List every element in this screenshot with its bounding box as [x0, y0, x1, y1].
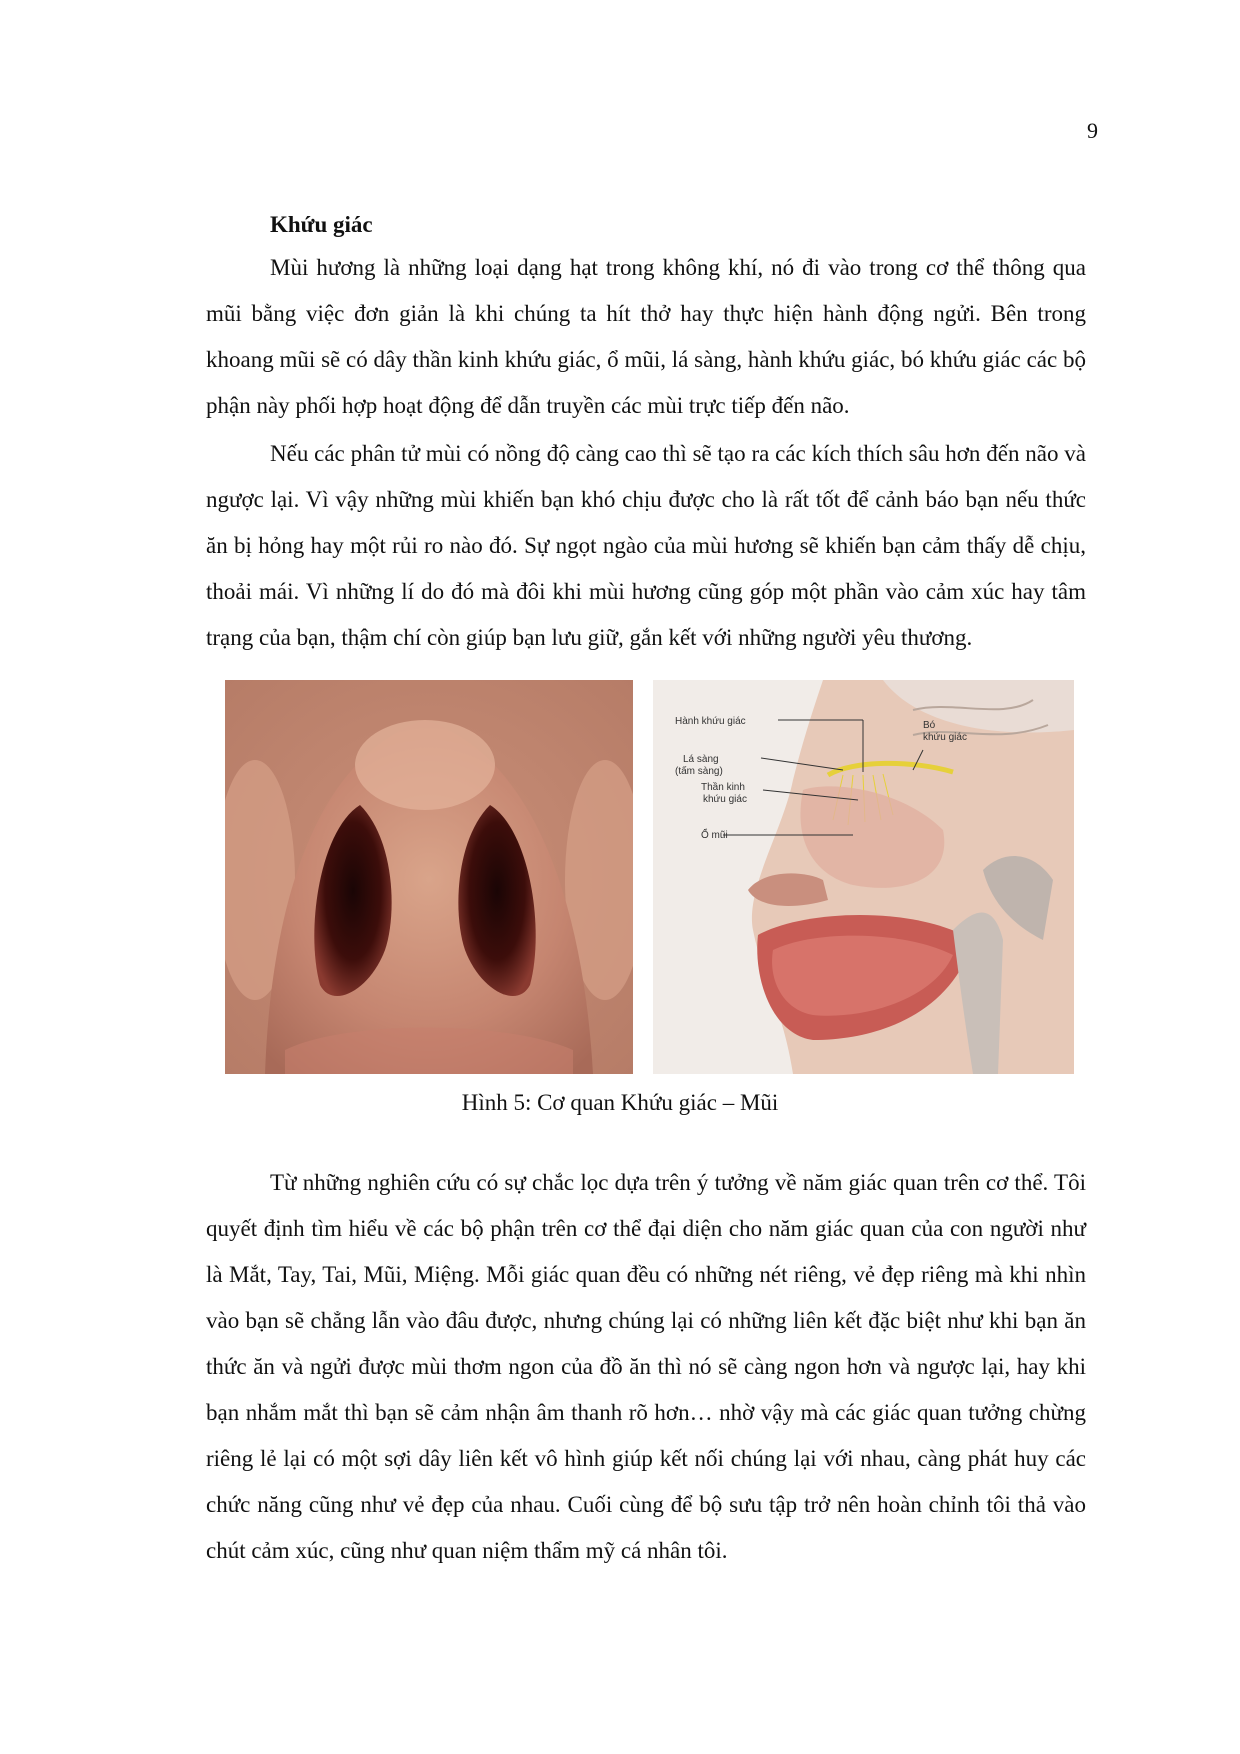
label-cribriform-2: (tấm sàng) — [675, 766, 723, 777]
paragraph-2: Nếu các phân tử mùi có nồng độ càng cao thì sẽ tạo ra các kích thích sâu hơn đến não và ngược lại. Vì vậy những mùi khiến bạn khó chịu được cho là rất tốt để cảnh báo bạn nếu thức ăn bị hỏng hay một rủi ro nào đó. Sự ngọt ngào của mùi hương sẽ khiến bạn cảm thấy dễ chịu, thoải mái. Vì những lí do đó mà đôi khi mùi hương cũng góp một phần vào cảm xúc hay tâm trạng của bạn, thậm chí còn giúp bạn lưu giữ, gắn kết với những người yêu thương. — [206, 441, 1086, 650]
page-number: 9 — [1087, 118, 1098, 143]
label-olfactory-tract-1: Bó — [923, 720, 936, 731]
closing-section — [206, 1160, 1086, 1574]
label-olfactory-tract-2: khứu giác — [923, 732, 967, 743]
nose-photo — [225, 680, 633, 1074]
label-nasal-cavity: Ổ mũi — [701, 830, 728, 841]
olfactory-anatomy-diagram — [653, 680, 1074, 1074]
section-heading: Khứu giác — [270, 212, 373, 237]
label-nerve-1: Thần kinh — [701, 782, 745, 793]
figure-caption: Hình 5: Cơ quan Khứu giác – Mũi — [461, 1090, 779, 1115]
label-cribriform-1: Lá sàng — [683, 754, 719, 765]
label-nerve-2: khứu giác — [703, 794, 747, 805]
label-olfactory-bulb: Hành khứu giác — [675, 716, 746, 727]
closing-paragraph: Từ những nghiên cứu có sự chắc lọc dựa trên ý tưởng về năm giác quan trên cơ thể. Tôi quyết định tìm hiểu về các bộ phận trên cơ thể đại diện cho năm giác quan của con người như là Mắt, Tay, Tai, Mũi, Miệng. Mỗi giác quan đều có những nét riêng, vẻ đẹp riêng mà khi nhìn vào bạn sẽ chẳng lẫn vào đâu được, nhưng chúng lại có những liên kết đặc biệt như khi bạn ăn thức ăn và ngửi được mùi thơm ngon của đồ ăn thì nó sẽ càng ngon hơn và ngược lại, hay khi bạn nhắm mắt thì bạn sẽ cảm nhận âm thanh rõ hơn… nhờ vậy mà các giác quan tưởng chừng riêng lẻ lại có một sợi dây liên kết vô hình giúp kết nối chúng lại với nhau, càng phát huy các chức năng cũng như vẻ đẹp của nhau. Cuối cùng để bộ sưu tập trở nên hoàn chỉnh tôi thả vào chút cảm xúc, cũng như quan niệm thẩm mỹ cá nhân tôi. — [206, 1170, 1086, 1563]
olfaction-section — [206, 205, 1086, 661]
figure-5 — [225, 680, 1074, 1074]
paragraph-1: Mùi hương là những loại dạng hạt trong không khí, nó đi vào trong cơ thể thông qua mũi bằng việc đơn giản là khi chúng ta hít thở hay thực hiện hành động ngửi. Bên trong khoang mũi sẽ có dây thần kinh khứu giác, ổ mũi, lá sàng, hành khứu giác, bó khứu giác các bộ phận này phối hợp hoạt động để dẫn truyền các mùi trực tiếp đến não. — [206, 255, 1086, 418]
